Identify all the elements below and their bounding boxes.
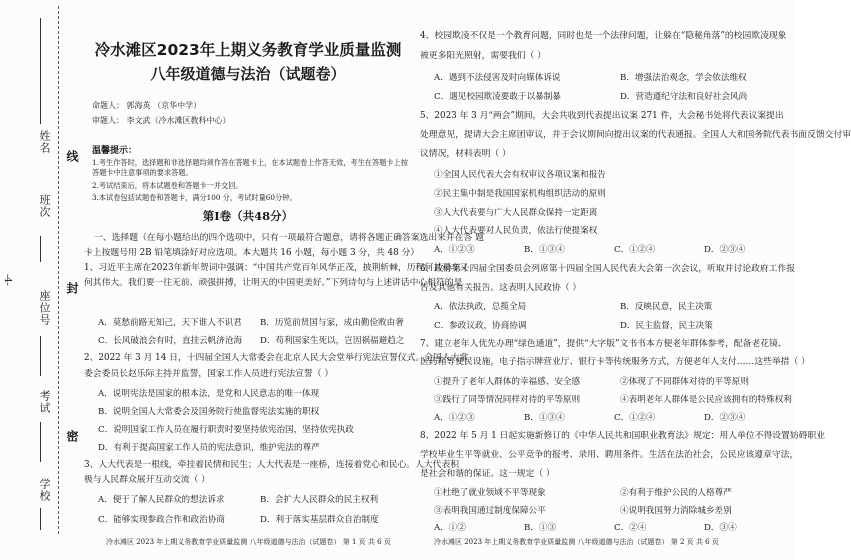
- q4-option-c[interactable]: C．遇见校园欺凌要敢于以暴制暴: [434, 92, 561, 102]
- q1-line-2: 何其伟大。我们要一往无前、顽强拼搏，让明天的中国更美好。”下列诗句与上述讲话中心相符的是: [84, 278, 463, 288]
- q7-line-2: 医药箱等便民设施，电子指示牌营业厅、银行卡等传统服务方式，方便老年人支付……这些举措（ ）: [420, 357, 810, 367]
- q6-line-2: 告及其他有关报告。这表明人民政协（ ）: [420, 283, 582, 293]
- q2-option-a[interactable]: A．说明宪法是国家的根本法，是党和人民意志的唯一体现: [98, 389, 320, 399]
- field-line-school[interactable]: [40, 508, 41, 530]
- q6-option-d[interactable]: D．民主监督，民主决策: [620, 321, 713, 331]
- footer-right: 冷水滩区 2023 年上期义务教育学业质量监测 八年级道德与法治（试题卷） 第 2 页 共 6 页: [434, 538, 719, 546]
- q8-option-a[interactable]: A．①②: [434, 523, 466, 533]
- q4-option-a[interactable]: A．遇到不法侵害及时向媒体诉说: [434, 73, 561, 83]
- q7-statement-1: ①提升了老年人群体的幸福感、安全感: [434, 377, 581, 387]
- q4-option-b[interactable]: B．增强法治观念，学会依法维权: [620, 73, 747, 83]
- q8-statement-4: ④说明我国努力消除城乡差别: [620, 506, 732, 516]
- q8-option-b[interactable]: B．①③: [524, 523, 557, 533]
- q4-option-d[interactable]: D．营造遵纪守法和良好社会风尚: [620, 92, 748, 102]
- q8-option-d[interactable]: D．③④: [704, 523, 737, 533]
- q8-option-c[interactable]: C．②④: [614, 523, 647, 533]
- q4-line-1: 4、校园欺凌不仅是一个教育问题，同时也是一个法律问题，让躲在“隐秘角落”的校园欺凌现象: [420, 31, 787, 41]
- q8-statement-1: ①杜绝了就业领域不平等现象: [434, 488, 546, 498]
- q5-line-3: 议情况，材料表明（ ）: [420, 149, 511, 159]
- section-title: 第Ⅰ卷（共48分）: [202, 209, 294, 223]
- field-label-exam: 考试: [38, 390, 51, 414]
- cut-word-xian: 线: [65, 150, 79, 163]
- q2-option-c[interactable]: C．说明国家工作人员在履行职责时要坚持依宪治国，坚持依宪执政: [98, 425, 354, 435]
- q3-option-c[interactable]: C．能够实现参政合作和政治协商: [98, 515, 225, 525]
- q8-statement-2: ②有利于维护公民的人格尊严: [620, 488, 732, 498]
- q7-option-d[interactable]: D．②③④: [704, 413, 746, 423]
- cut-line: [58, 6, 59, 534]
- q2-line-2: 委会委员长赵乐际主持并监誓，国家工作人员进行宪法宣誓（ ）: [84, 369, 334, 379]
- q5-option-a[interactable]: A．①②③: [434, 245, 475, 255]
- field-label-class: 班次: [38, 194, 51, 218]
- q5-statement-3: ③人大代表要与广大人民群众保持一定距离: [434, 208, 598, 218]
- q7-statement-4: ④表明老年人群体是公民应该拥有的特殊权利: [620, 395, 792, 405]
- instruction-line-1: 一、选择题（在每小题给出的四个选项中，只有一项最符合题意，请将各题正确答案选出来并在答 题: [94, 233, 484, 243]
- field-line-exam[interactable]: [40, 422, 41, 462]
- note-3: 3.本试卷包括试题卷和答题卡，满分100 分，考试时量60分钟。: [92, 193, 297, 202]
- q5-statement-1: ①全国人民代表大会有权审议各项议案和报告: [434, 170, 606, 180]
- q3-line-1: 3、人大代表是一根线，牵挂着民情和民生；人大代表是一座桥，连接着党心和民心。人大代表积: [84, 460, 460, 470]
- q6-line-1: 6、政协第十四届全国委员会列席第十四届全国人民代表大会第一次会议，听取并讨论政府工作报: [420, 264, 796, 274]
- q5-statement-2: ②民主集中制是我国国家机构组织活动的原则: [434, 189, 606, 199]
- q7-option-c[interactable]: C．①②④: [614, 413, 655, 423]
- footer-left: 冷水滩区 2023 年上期义务教育学业质量监测 八年级道德与法治（试题卷） 第 1 页 共 6 页: [106, 538, 391, 546]
- exam-title: 冷水滩区2023年上期义务教育学业质量监测: [94, 41, 402, 59]
- q8-line-2: 学校毕业生平等就业、公平竞争的报考、录用、聘用条件。生活在法治社会，公民应该遵章守法，: [420, 450, 799, 460]
- note-2: 2.考试结束后，将本试题卷和答题卡一并交回。: [92, 181, 243, 190]
- q1-line-1: 1、习近平主席在2023年新年贺词中强调：“中国共产党百年风华正茂，披荆斩棘，历程何其艰辛又: [84, 263, 469, 273]
- q3-option-d[interactable]: D．利于落实基层群众自治制度: [260, 515, 379, 525]
- q5-option-d[interactable]: D．②③④: [704, 245, 746, 255]
- q2-option-b[interactable]: B．说明全国人大常委会及国务院行使监督宪法实施的职权: [98, 407, 320, 417]
- field-line-class[interactable]: [40, 236, 41, 262]
- q5-line-1: 5、2023 年 3 月“两会”期间，大会共收到代表提出议案 271 件，大会秘书处将代表议案提出: [420, 111, 784, 121]
- field-label-seat: 座位号: [38, 290, 51, 326]
- q1-option-c[interactable]: C．长风破浪会有时，直挂云帆济沧海: [98, 336, 243, 346]
- q3-option-a[interactable]: A．便于了解人民群众的想法诉求: [98, 495, 225, 505]
- q7-statement-3: ③践行了同等情况同样对待的平等原则: [434, 395, 581, 405]
- q3-line-2: 极与人民群众展开互动交流（ ）: [84, 475, 210, 485]
- q5-line-2: 处理意见，提请大会主席团审议，并于会议期间向提出议案的代表通报。全国人大和国务院代表书面反馈交付审: [420, 130, 851, 140]
- field-line-seat[interactable]: [40, 336, 41, 376]
- notes-title: 温馨提示：: [92, 146, 138, 156]
- q7-statement-2: ②体现了不同群体对待的平等原则: [620, 377, 749, 387]
- q1-option-d[interactable]: D．苟利国家生死以，岂因祸福避趋之: [260, 336, 405, 346]
- instruction-line-2: 卡上按题号用 2B 铅笔填涂好对应选项。本大题共 16 小题，每小题 3 分，共 48 分）: [84, 248, 420, 258]
- q6-option-c[interactable]: C．参政议政，协商协调: [434, 321, 527, 331]
- q7-option-a[interactable]: A．①②③: [434, 413, 475, 423]
- q4-line-2: 被更多阳光照射，需要我们（ ）: [420, 51, 546, 61]
- q8-line-1: 8、2022 年 5 月 1 日起实施新修订的《中华人民共和国职业教育法》规定：用人单位不得设置妨碍职业: [420, 431, 826, 441]
- cut-word-feng: 封: [65, 282, 79, 295]
- q6-option-a[interactable]: A．依法执政，总揽全局: [434, 302, 527, 312]
- q3-option-b[interactable]: B．会扩大人民群众的民主权利: [260, 495, 379, 505]
- q1-option-b[interactable]: B．历览前贤国与家，成由勤俭败由奢: [260, 318, 404, 328]
- q5-option-b[interactable]: B．①③④: [524, 245, 565, 255]
- right-column: [420, 0, 851, 560]
- reviewer-line: 审题人： 李文武（冷水滩区教科中心）: [92, 116, 231, 125]
- cut-word-mi: 密: [65, 430, 79, 443]
- field-label-school: 学校: [38, 478, 51, 502]
- q8-line-3: 是社会和谐的保证。这一规定（ ）: [420, 469, 555, 479]
- q5-option-c[interactable]: C．①②④: [614, 245, 655, 255]
- q7-option-b[interactable]: B．①③④: [524, 413, 565, 423]
- q8-statement-3: ③表明我国通过制度保障公平: [434, 506, 546, 516]
- exam-subtitle: 八年级道德与法治（试题卷）: [150, 65, 346, 83]
- margin-mark: -4-: [2, 274, 12, 286]
- q2-line-1: 2、2022 年 3 月 14 日，十四届全国人大常委会在北京人民大会堂举行宪法宣誓仪式。全国人大常: [84, 353, 469, 363]
- field-label-name: 姓名: [38, 130, 51, 154]
- q2-option-d[interactable]: D．有利于提高国家工作人员的宪法意识，维护宪法的尊严: [98, 443, 320, 453]
- q5-statement-4: ④人大代表要对人民负责，依法行使提案权: [434, 226, 598, 236]
- binding-margin: [0, 0, 80, 560]
- author-line: 命题人： 郭海英 （京华中学）: [92, 101, 202, 110]
- note-1: 1.考生作答时，选择题和非选择题均须作答在答题卡上，在本试题卷上作答无效，考生在答题卡上按答题卡中注意事项的要求答题。: [92, 158, 408, 177]
- q1-option-a[interactable]: A．莫愁前路无知己，天下谁人不识君: [98, 318, 242, 328]
- q7-line-1: 7、建立老年人优先办理“绿色通道”，提供“大字版”文书书本方便老年群体参考，配备老花镜、: [420, 339, 787, 349]
- q6-option-b[interactable]: B．反映民意，民主决策: [620, 302, 713, 312]
- field-line-name[interactable]: [40, 18, 41, 124]
